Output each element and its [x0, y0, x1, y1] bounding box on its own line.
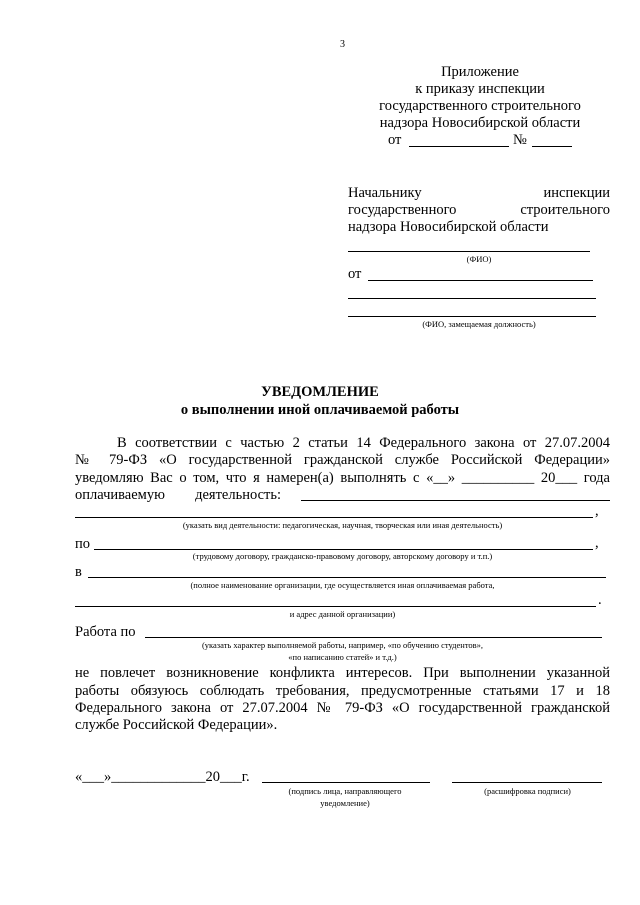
appendix-line-2: государственного строительного [379, 98, 581, 114]
addressee-from-field-1[interactable] [368, 280, 593, 281]
signature-decode-caption: (расшифровка подписи) [484, 786, 571, 796]
body-line-3: уведомляю Вас о том, что я намерен(а) выполнять с «__» __________ 20___ года [75, 470, 610, 486]
body-line-4: оплачиваемую деятельность: [75, 487, 281, 503]
activity-field-1[interactable] [301, 500, 610, 501]
addressee-fio-caption: (ФИО) [466, 254, 492, 264]
caption-organization-2: и адрес данной организации) [289, 609, 396, 619]
signature-caption-1: (подпись лица, направляющего [288, 786, 402, 796]
contract-field[interactable] [94, 549, 593, 550]
addressee-from-field-2[interactable] [348, 298, 596, 299]
addressee-from-prefix: от [348, 266, 362, 282]
appendix-date-field[interactable] [409, 146, 509, 147]
heading-title: УВЕДОМЛЕНИЕ [261, 384, 379, 400]
addressee-from-caption: (ФИО, замещаемая должность) [422, 319, 536, 329]
appendix-line-1: к приказу инспекции [415, 81, 545, 97]
body-line-2: № 79-ФЗ «О государственной гражданской службе Российской Федерации» [75, 452, 610, 468]
addressee-from-field-3[interactable] [348, 316, 596, 317]
appendix-number-sign: № [513, 132, 527, 148]
signature-caption-2: уведомление) [320, 798, 370, 808]
addressee-line-2: государственного строительного [348, 202, 610, 218]
activity-comma: , [595, 503, 599, 519]
caption-work-2: «по написанию статей» и т.д.) [288, 652, 397, 662]
addressee-fio-field[interactable] [348, 251, 590, 252]
signature-date[interactable]: «___»_____________20___г. [75, 769, 250, 785]
appendix-line-3: надзора Новосибирской области [379, 115, 581, 131]
organization-field-2[interactable] [75, 606, 596, 607]
organization-field-1[interactable] [88, 577, 606, 578]
work-field[interactable] [145, 637, 602, 638]
caption-work-1: (указать характер выполняемой работы, например, «по обучению студентов», [201, 640, 484, 650]
caption-contract: (трудовому договору, гражданско-правовому договору, авторскому договору и т.п.) [192, 551, 493, 561]
signature-field[interactable] [262, 782, 430, 783]
po-prefix: по [75, 536, 91, 552]
paragraph-line-1: не повлечет возникновение конфликта интересов. При выполнении указанной [75, 665, 610, 681]
page-number: 3 [340, 39, 345, 50]
addressee-line-1: Начальнику инспекции [348, 185, 610, 201]
work-prefix: Работа по [75, 624, 136, 640]
heading-subtitle: о выполнении иной оплачиваемой работы [180, 402, 460, 418]
caption-activity: (указать вид деятельности: педагогическая, научная, творческая или иная деятельность) [182, 520, 503, 530]
body-line-1: В соответствии с частью 2 статьи 14 Федерального закона от 27.07.2004 [117, 435, 610, 451]
contract-comma: , [595, 535, 599, 551]
paragraph-line-2: работы обязуюсь соблюдать требования, предусмотренные статьями 17 и 18 [75, 683, 610, 699]
paragraph-line-3: Федерального закона от 27.07.2004 № 79-ФЗ «О государственной гражданской [75, 700, 610, 716]
v-prefix: в [75, 564, 82, 580]
caption-organization-1: (полное наименование организации, где осуществляется иная оплачиваемая работа, [190, 580, 495, 590]
organization-period: . [598, 592, 602, 608]
activity-field-2[interactable] [75, 517, 593, 518]
paragraph-line-4: службе Российской Федерации». [75, 717, 278, 733]
signature-decode-field[interactable] [452, 782, 602, 783]
appendix-number-field[interactable] [532, 146, 572, 147]
addressee-line-3: надзора Новосибирской области [348, 219, 549, 235]
appendix-title: Приложение [441, 64, 519, 80]
appendix-date-prefix: от [388, 132, 402, 148]
